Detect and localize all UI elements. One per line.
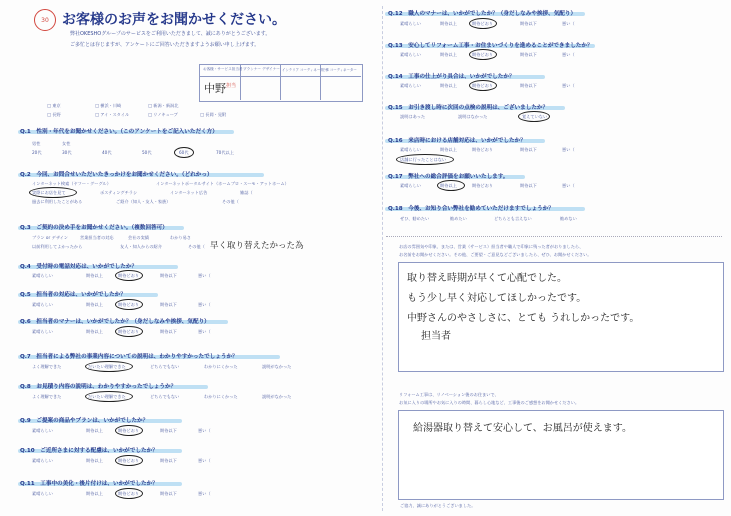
q3-option[interactable]: 友人・知人からの紹介 [120,244,162,249]
comment2-label-2: お気に入りの場所やお気に入りの時間、暮らし心地など、工事後のご感想をお聞かせください。 [399,400,580,405]
q12-option[interactable]: 期待どおり [472,21,493,26]
comment1-line: 取り替え時期が早くて心配でした。 [407,273,567,284]
store-option[interactable]: □ 長野 [47,112,61,117]
q6-option[interactable]: 悪い（ [198,329,211,334]
stamp-number: 30 [41,16,49,24]
question-18: Q.18 今後、お知り合い弊社を勧めていただけますでしょうか？ [388,206,554,212]
q18-option[interactable]: どちらとも言えない [494,216,532,221]
q14-option[interactable]: 期待以上 [440,83,457,88]
q11-option[interactable]: 悪い（ [198,491,211,496]
store-option[interactable]: □ リノキューブ [148,112,178,117]
q4-option[interactable]: 期待以上 [86,273,103,278]
store-option[interactable]: □ 新潟・新潟北 [148,103,179,108]
q15-option[interactable]: 覚えていない [522,114,548,119]
q4-option[interactable]: 素晴らしい [32,273,53,278]
question-17: Q.17 弊社への総合評価をお願いいたします。 [388,174,509,180]
question-3: Q.3 ご契約の決め手をお聞かせください。（複数回答可） [20,225,168,231]
q11-option[interactable]: 期待どおり [118,491,139,496]
q8-option[interactable]: 説明がなかった [262,394,292,399]
comment1-line: 担当者 [421,331,451,342]
question-8: Q.8 お見積り内容の説明は、わかりやすかったでしょうか？ [20,384,177,390]
q14-option[interactable]: 悪い（ [562,83,575,88]
answer-circle [115,299,143,310]
q18-option[interactable]: 勧めたい [450,216,467,221]
q3-option[interactable]: わかり易さ [170,235,191,240]
q1-option[interactable]: 60代 [179,150,189,155]
q3-option[interactable]: プラン or デザイン [32,235,68,240]
q5-option[interactable]: 期待どおり [118,302,139,307]
question-1: Q.1 性別・年代をお聞かせください。（このアンケートをご記入いただく方） [20,129,218,135]
question-9: Q.9 ご提案の商品やプランは、いかがでしたか？ [20,418,149,424]
q14-option[interactable]: 素晴らしい [400,83,421,88]
q7-option[interactable]: だいたい理解できた [88,364,126,369]
q11-option[interactable]: 素晴らしい [32,491,53,496]
q1-option[interactable]: 40代 [102,150,112,155]
question-6: Q.6 担当者のマナーは、いかがでしたか？（身だしなみや挨拶、気配り） [20,319,210,325]
q2-option[interactable]: 実際にお店を見て [32,190,66,195]
q17-option[interactable]: 素晴らしい [400,183,421,188]
store-option[interactable]: □ アイ・スタイル [95,112,130,117]
q16-option[interactable]: 悪い（ [562,147,575,152]
answer-circle [85,361,133,372]
q7-option[interactable]: わかりにくかった [204,364,238,369]
q2-option[interactable]: ご紹介（知人・友人・家族） [116,199,171,204]
answer-circle [518,111,550,122]
q5-option[interactable]: 悪い（ [198,302,211,307]
question-2: Q.2 今回、お問合せいただいたきっかけをお聞かせください。（どれかっ） [20,172,213,178]
comment1-label-1: お店の雰囲気や印象、または、営業（サービス）担当者や職人で印象に残った者がおりましたら、 [399,244,584,249]
store-option[interactable]: □ 横浜・川崎 [95,103,122,108]
question-15: Q.15 お引き渡し時に次回の点検の説明は、ございましたか？ [388,105,549,111]
q2-option[interactable]: 過去に利用したことがある [32,199,83,204]
q17-option[interactable]: 悪い（ [562,183,575,188]
q8-option[interactable]: よく理解できた [32,394,62,399]
q9-option[interactable]: 期待どおり [118,428,139,433]
question-10: Q.10 ご近所さまに対する配慮は、いかがでしたか？ [20,448,158,454]
footer-thanks: ご協力、誠にありがとうございました。 [400,503,476,508]
comment1-line: もう少し早く対応してほしかったです。 [407,293,587,304]
q11-option[interactable]: 期待以上 [86,491,103,496]
section-divider [386,236,722,237]
q17-option[interactable]: 期待どおり [472,183,493,188]
question-16: Q.16 来店時における店舗対応は、いかがでしたか？ [388,138,526,144]
q17-option[interactable]: 期待以上 [440,183,457,188]
q10-option[interactable]: 悪い（ [198,458,211,463]
answer-circle [396,154,454,165]
handwritten-staff-name: 中野 [204,82,226,95]
q7-option[interactable]: 説明がなかった [262,364,292,369]
intro-line-1: 弊社OKESHOグループのサービスをご利用いただきまして、誠にありがとうございます。 [70,31,271,37]
q7-option[interactable]: どちらでもない [150,364,180,369]
q5-option[interactable]: 素晴らしい [32,302,53,307]
q16-option[interactable]: 期待どおり [472,147,493,152]
q2-option[interactable]: ポスティングチラシ [100,190,138,195]
q16-option[interactable]: 店舗に行ったことはない [400,157,447,162]
question-11: Q.11 工事中の美化・後片付けは、いかがでしたか？ [20,481,158,487]
answer-circle [85,391,133,402]
q18-option[interactable]: 勧めない [560,216,577,221]
q15-option[interactable]: 説明はなかった [458,114,488,119]
q14-option[interactable]: 期待以下 [520,83,537,88]
store-option[interactable]: □ 長岡・見附 [200,112,227,117]
q1-option[interactable]: 70代以上 [216,150,234,155]
staff-col-2: プランナー デザイナー [243,67,280,71]
staff-col-1: お客様・サービス担当者 [203,67,243,71]
q2-option[interactable]: その他（ [222,199,239,204]
q8-option[interactable]: だいたい理解できた [88,394,126,399]
staff-col-3: インテリア コーディネーター [282,68,327,72]
q6-option[interactable]: 素晴らしい [32,329,53,334]
answer-circle [115,326,143,337]
staff-table-col [280,64,281,100]
q13-option[interactable]: 期待どおり [472,52,493,57]
q12-option[interactable]: 期待以下 [520,21,537,26]
answer-circle [469,18,497,29]
answer-circle [469,49,497,60]
question-12: Q.12 職人のマナーは、いかがでしたか？（身だしなみや挨拶、気配り） [388,11,577,17]
question-5: Q.5 担当者の対応は、いかがでしたか？ [20,292,126,298]
q4-option[interactable]: 期待どおり [118,273,139,278]
q9-option[interactable]: 悪い（ [198,428,211,433]
q10-option[interactable]: 期待以下 [160,458,177,463]
q5-option[interactable]: 期待以上 [86,302,103,307]
q1-option[interactable]: 50代 [142,150,152,155]
q10-option[interactable]: 素晴らしい [32,458,53,463]
handwritten-answer-q3: 早く取り替えたかった為 [210,241,304,251]
q10-option[interactable]: 期待以上 [86,458,103,463]
q18-option[interactable]: ぜひ、勧めたい [400,216,430,221]
q16-option[interactable]: 素晴らしい [400,147,421,152]
answer-circle [115,488,143,499]
question-14: Q.14 工事の仕上がり具合は、いかがでしたか？ [388,74,515,80]
q15-option[interactable]: 説明はあった [400,114,426,119]
staff-col-4: 工事 コーディネーター [322,68,357,72]
q3-option[interactable]: 以前利用してよかったから [32,244,83,249]
comment1-label-2: お名前をお聞かせください。その他、ご要望・ご意見などございましたら、ぜひ、お聞かせください。 [399,252,592,257]
q14-option[interactable]: 期待どおり [472,83,493,88]
q10-option[interactable]: 期待どおり [118,458,139,463]
q6-option[interactable]: 期待以上 [86,329,103,334]
question-7: Q.7 担当者による弊社の事業内容についての説明は、わかりやすかったでしょうか？ [20,354,238,360]
store-option[interactable]: □ 東京 [47,103,61,108]
answer-circle [174,147,194,158]
staff-stamp: 担当 [226,83,237,89]
q16-option[interactable]: 期待以下 [520,147,537,152]
q16-option[interactable]: 期待以上 [440,147,457,152]
answer-circle [437,180,465,191]
answer-circle [115,270,143,281]
comment2-line: 給湯器取り替えて安心して、お風呂が使えます。 [413,423,632,434]
q3-option[interactable]: 営業担当者の対応 [80,235,114,240]
answer-circle [29,187,77,198]
intro-line-2: ご多忙とは存じますが、アンケートにご回答いただきますようお願い申し上げます。 [70,42,260,48]
q3-option[interactable]: その他（ [188,244,205,249]
q17-option[interactable]: 期待以下 [520,183,537,188]
comment1-box[interactable] [398,262,724,372]
q13-option[interactable]: 素晴らしい [400,52,421,57]
q1-option[interactable]: 男性 [32,141,41,146]
q7-option[interactable]: よく理解できた [32,364,62,369]
comment1-line: 中野さんのやさしさに、とても うれしかったです。 [407,313,640,324]
page-title: お客様のお声をお聞かせください。 [62,12,286,28]
q12-option[interactable]: 期待以上 [440,21,457,26]
q13-option[interactable]: 期待以下 [520,52,537,57]
q9-option[interactable]: 期待以上 [86,428,103,433]
center-divider [382,6,383,511]
q4-option[interactable]: 期待以下 [160,273,177,278]
q3-option[interactable]: 会社の実績 [128,235,149,240]
q2-option[interactable]: インターネット検索（ヤフー・グーグル） [32,181,111,186]
q1-option[interactable]: 20代 [32,150,42,155]
q1-option[interactable]: 女性 [62,141,71,146]
answer-circle [115,455,143,466]
q12-option[interactable]: 素晴らしい [400,21,421,26]
q6-option[interactable]: 期待以下 [160,329,177,334]
question-4: Q.4 受付時の電話対応は、いかがでしたか？ [20,264,138,270]
q4-option[interactable]: 悪い（ [198,273,211,278]
q13-option[interactable]: 期待以上 [440,52,457,57]
q5-option[interactable]: 期待以下 [160,302,177,307]
number-stamp [34,9,56,31]
q8-option[interactable]: どちらでもない [150,394,180,399]
question-13: Q.13 安心してリフォーム工事・お住まいづくりを進めることができましたか？ [388,43,593,49]
q2-option[interactable]: インターネット広告 [170,190,208,195]
q11-option[interactable]: 期待以下 [160,491,177,496]
q6-option[interactable]: 期待どおり [118,329,139,334]
q1-option[interactable]: 30代 [62,150,72,155]
q8-option[interactable]: わかりにくかった [204,394,238,399]
q9-option[interactable]: 素晴らしい [32,428,53,433]
q2-option[interactable]: インターネットポータルサイト（ホームプロ・スーモ・アットホーム） [156,181,289,186]
q13-option[interactable]: 悪い（ [562,52,575,57]
comment2-label-1: リフォーム工事は、リノベーション後のお住まいで、 [399,392,499,397]
answer-circle [115,425,143,436]
q9-option[interactable]: 期待以下 [160,428,177,433]
answer-circle [469,80,497,91]
q12-option[interactable]: 悪い（ [562,21,575,26]
comment2-box[interactable] [398,410,724,500]
q2-option[interactable]: 雑誌（ [240,190,253,195]
